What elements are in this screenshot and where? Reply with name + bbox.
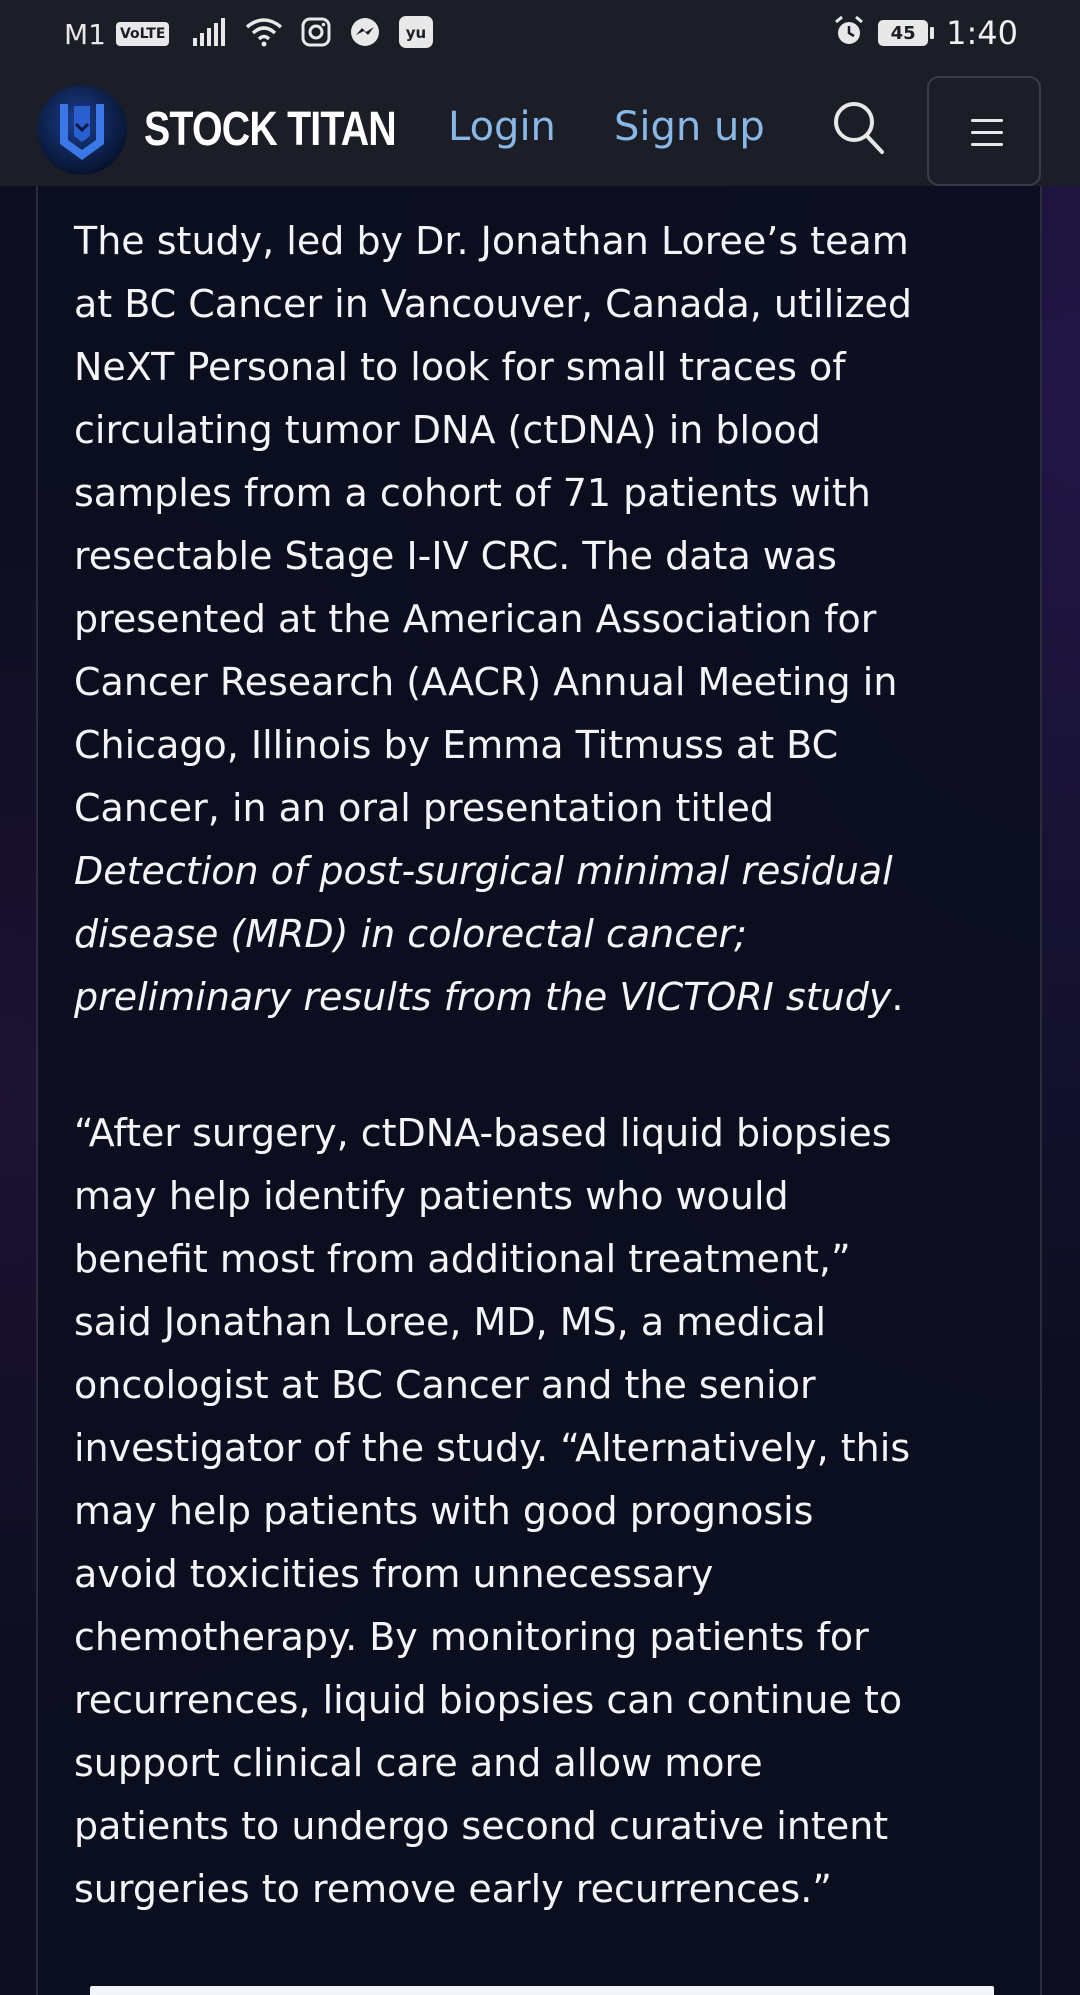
- clock: 1:40: [946, 14, 1018, 52]
- search-icon[interactable]: [830, 98, 886, 158]
- text-line: The study, led by Dr. Jonathan Loree’s team: [74, 219, 909, 263]
- text-line: presented at the American Association for: [74, 597, 877, 641]
- signup-link[interactable]: Sign up: [614, 104, 765, 150]
- wifi-icon: [245, 17, 283, 51]
- brand-name[interactable]: STOCK TITAN: [144, 103, 396, 156]
- text-line: chemotherapy. By monitoring patients for: [74, 1615, 869, 1659]
- text-line: NeXT Personal to look for small traces of: [74, 345, 846, 389]
- text-line: Chicago, Illinois by Emma Titmuss at BC: [74, 723, 839, 767]
- text-line: avoid toxicities from unnecessary: [74, 1552, 714, 1596]
- text-line: circulating tumor DNA (ctDNA) in blood: [74, 408, 821, 452]
- article-image: [90, 1986, 994, 1995]
- presentation-title-line: disease (MRD) in colorectal cancer;: [74, 912, 747, 956]
- text-line: benefit most from additional treatment,”: [74, 1237, 851, 1281]
- stock-titan-logo[interactable]: [36, 84, 128, 176]
- signal-icon: [193, 18, 227, 50]
- text-line: “After surgery, ctDNA-based liquid biopsies: [74, 1111, 892, 1155]
- article-body: [36, 186, 1042, 1995]
- alarm-icon: [832, 14, 866, 52]
- text-line: investigator of the study. “Alternatively, this: [74, 1426, 911, 1470]
- text-line: may help identify patients who would: [74, 1174, 789, 1218]
- article-quote-paragraph: [74, 1102, 1024, 1921]
- text-line: Cancer Research (AACR) Annual Meeting in: [74, 660, 898, 704]
- carrier-label: M1: [64, 17, 106, 51]
- presentation-title-line: preliminary results from the VICTORI study: [74, 975, 892, 1019]
- text-line: [74, 966, 1024, 1029]
- text-line: recurrences, liquid biopsies can continue to: [74, 1678, 903, 1722]
- text-line: at BC Cancer in Vancouver, Canada, utilized: [74, 282, 913, 326]
- text-line: surgeries to remove early recurrences.”: [74, 1867, 832, 1911]
- battery-icon: [878, 20, 934, 46]
- text-line: resectable Stage I-IV CRC. The data was: [74, 534, 837, 578]
- text-line: said Jonathan Loree, MD, MS, a medical: [74, 1300, 827, 1344]
- hamburger-menu-icon[interactable]: [927, 76, 1041, 186]
- site-header: [0, 74, 1080, 186]
- status-bar-right: [832, 14, 1018, 52]
- battery-level: 45: [878, 20, 928, 46]
- text-line: patients to undergo second curative intent: [74, 1804, 889, 1848]
- messenger-icon: [349, 16, 381, 52]
- status-bar-left: [64, 16, 441, 52]
- text-line: may help patients with good prognosis: [74, 1489, 814, 1533]
- sentence-end-punct: .: [891, 975, 904, 1019]
- svg-text:yu: yu: [406, 24, 427, 42]
- article-paragraph: [74, 210, 1024, 1029]
- yuu-app-icon: [399, 16, 433, 52]
- volte-badge: VoLTE: [116, 22, 169, 46]
- text-line: support clinical care and allow more: [74, 1741, 763, 1785]
- text-line: oncologist at BC Cancer and the senior: [74, 1363, 816, 1407]
- text-line: Cancer, in an oral presentation titled: [74, 786, 774, 830]
- instagram-icon: [301, 17, 331, 51]
- status-bar: [0, 0, 1080, 74]
- text-line: samples from a cohort of 71 patients with: [74, 471, 871, 515]
- presentation-title-line: Detection of post-surgical minimal residual: [74, 849, 893, 893]
- login-link[interactable]: Login: [448, 104, 556, 150]
